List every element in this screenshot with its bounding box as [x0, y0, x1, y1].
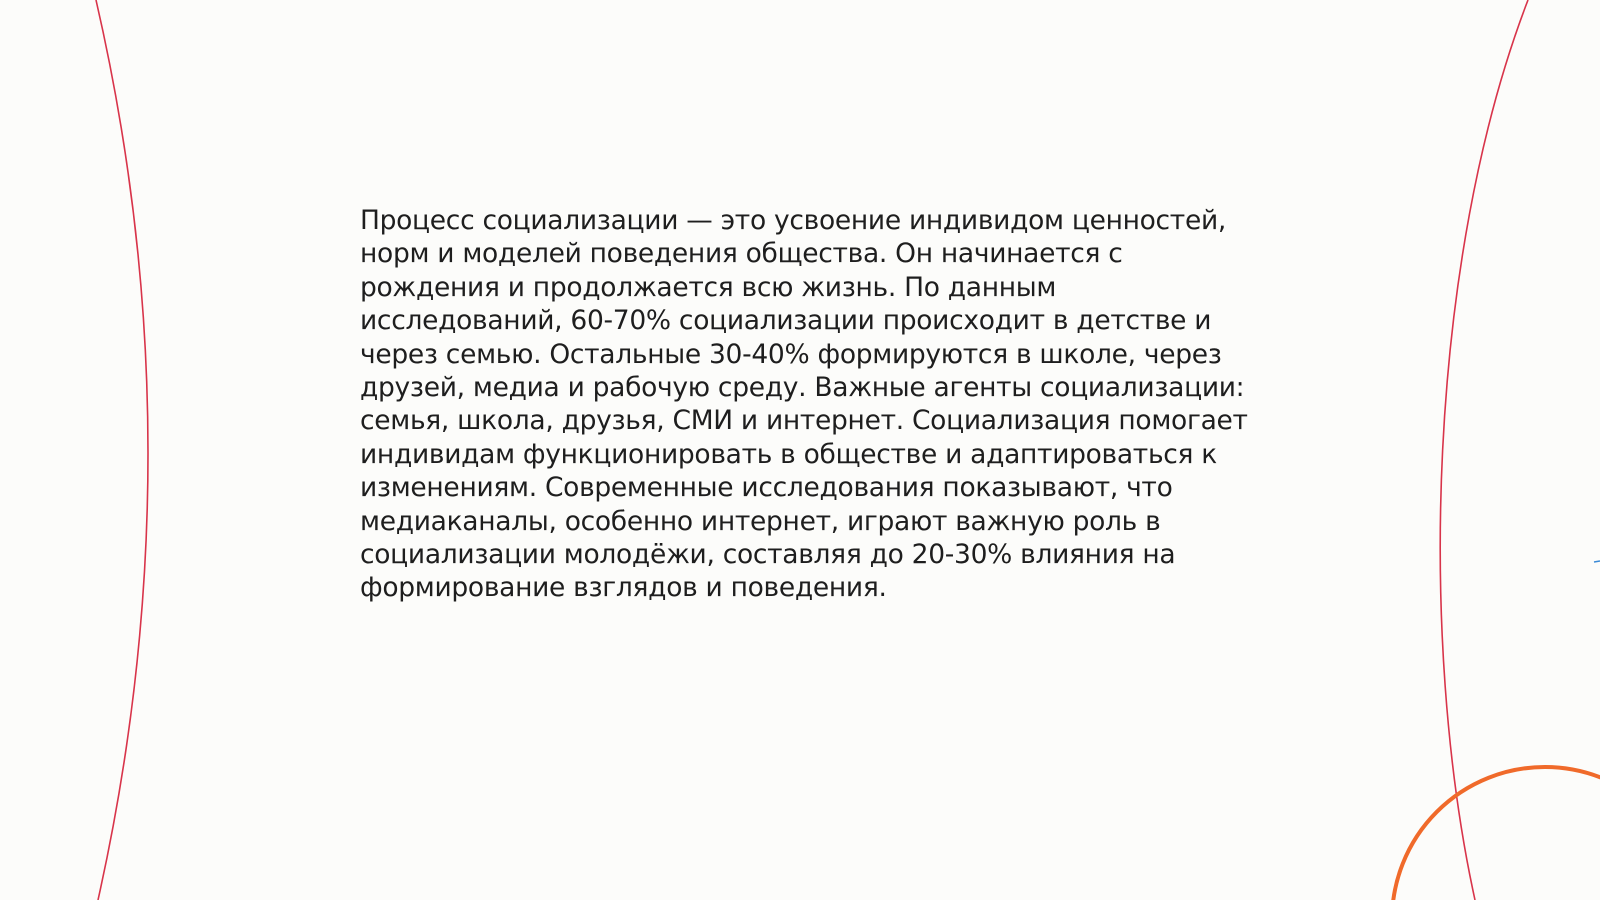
paragraph-line: индивидам функционировать в обществе и адаптироваться к	[360, 438, 1218, 470]
paragraph-line: рождения и продолжается всю жизнь. По данным	[360, 271, 1057, 303]
right-curve-line	[1440, 0, 1528, 900]
paragraph-line: Процесс социализации — это усвоение индивидом ценностей,	[360, 205, 1226, 236]
paragraph-line: изменениям. Современные исследования показывают, что	[360, 472, 1173, 504]
paragraph-line: норм и моделей поведения общества. Он начинается с	[360, 238, 1123, 270]
small-blue-mark	[1594, 561, 1600, 562]
left-curve-line	[96, 0, 148, 900]
paragraph-line: семья, школа, друзья, СМИ и интернет. Социализация помогает	[360, 405, 1248, 437]
body-paragraph	[360, 204, 1260, 605]
paragraph-line: социализации молодёжи, составляя до 20-30% влияния на	[360, 539, 1176, 571]
paragraph-line: формирование взглядов и поведения.	[360, 572, 887, 604]
paragraph-line: друзей, медиа и рабочую среду. Важные агенты социализации:	[360, 372, 1245, 404]
paragraph-line: через семью. Остальные 30-40% формируются в школе, через	[360, 338, 1222, 370]
orange-arc	[1392, 767, 1600, 900]
paragraph-line: медиаканалы, особенно интернет, играют важную роль в	[360, 505, 1161, 537]
paragraph-line: исследований, 60-70% социализации происходит в детстве и	[360, 305, 1212, 337]
